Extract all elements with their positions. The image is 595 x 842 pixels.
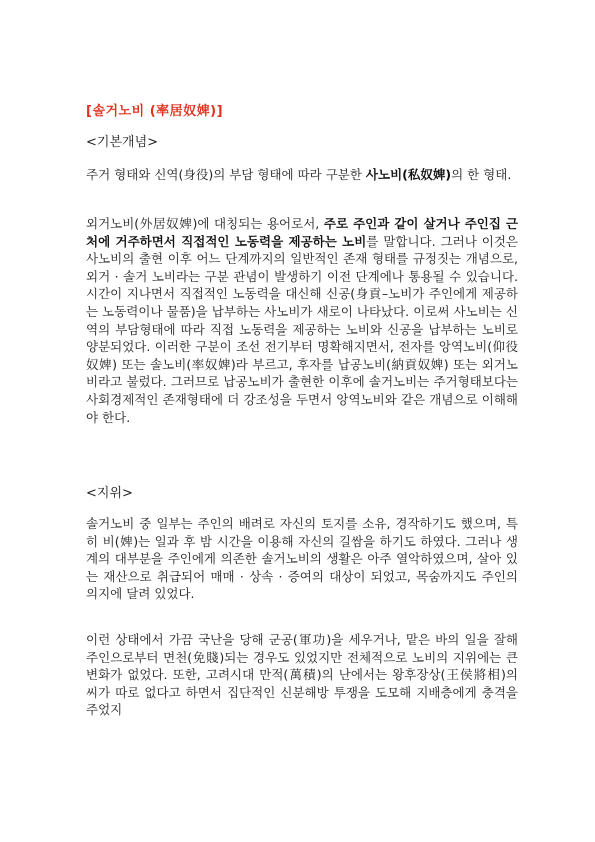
text-run: 외거노비(外居奴婢)에 대칭되는 용어로서, (86, 216, 324, 231)
section-heading-basic: <기본개념> (86, 135, 159, 150)
bold-term: 사노비(私奴婢) (365, 167, 452, 182)
text-run: 주거 형태와 신역(身役)의 부담 형태에 따라 구분한 (86, 167, 366, 182)
basic-paragraph-1 (86, 166, 518, 184)
bold-definition: 주로 주인과 같이 살거나 주인집 근처에 거주하면서 직접적인 노동력을 제공하는 노비 (86, 216, 519, 249)
section-heading-status: <지위> (86, 486, 133, 501)
basic-paragraph-2 (86, 215, 518, 426)
document-title: [솔거노비 (率居奴婢)] (86, 104, 224, 119)
status-paragraph-1: 솔거노비 중 일부는 주인의 배려로 자신의 토지를 소유, 경작하기도 했으며, 특히 비(婢)는 일과 후 밤 시간을 이용해 자신의 길쌈을 하기도 하였다. 그러나 생계의 대부분을 주인에게 의존한 솔거노비의 생활은 아주 열악하였으며, 살아 있는 재산으로 취급되어 매매 · 상속 · 증여의 대상이 되었고, 목숨까지도 주인의 의지에 달려 있었다. (86, 516, 518, 602)
text-run: 를 말합니다. 그러나 이것은 사노비의 출현 이후 어느 단계까지의 일반적인 존재 형태를 규정짓는 개념으로, 외거 · 솔거 노비라는 구분 관념이 발생하기 이전 단계에나 통용될 수 있습니다. 시간이 지나면서 직접적인 노동력을 대신해 신공(身貢–노비가 주인에게 제공하는 노동력이나 물품)을 납부하는 사노비가 새로이 나타났다. 이로써 사노비는 신역의 부담형태에 따라 직접 노동력을 제공하는 노비와 신공을 납부하는 노비로 양분되었다. 이러한 구분이 조선 전기부터 명확해지면서, 전자를 앙역노비(仰役奴婢) 또는 솔노비(率奴婢)라 부르고, 후자를 납공노비(納貢奴婢) 또는 외거노비라고 불렀다. 그러므로 납공노비가 출현한 이후에 솔거노비는 주거형태보다는 사회경제적인 존재형태에 더 강조성을 두면서 앙역노비와 같은 개념으로 이해해야 한다. (86, 233, 518, 425)
status-paragraph-2: 이런 상태에서 가끔 국난을 당해 군공(軍功)을 세우거나, 맡은 바의 일을 잘해 주인으로부터 면천(免賤)되는 경우도 있었지만 전체적으로 노비의 지위에는 큰 변화가 없었다. 또한, 고려시대 만적(萬積)의 난에서는 왕후장상(王侯將相)의 씨가 따로 없다고 하면서 집단적인 신분해방 투쟁을 도모해 지배층에게 충격을 주었지 (86, 632, 518, 718)
text-run: 의 한 형태. (451, 167, 512, 182)
